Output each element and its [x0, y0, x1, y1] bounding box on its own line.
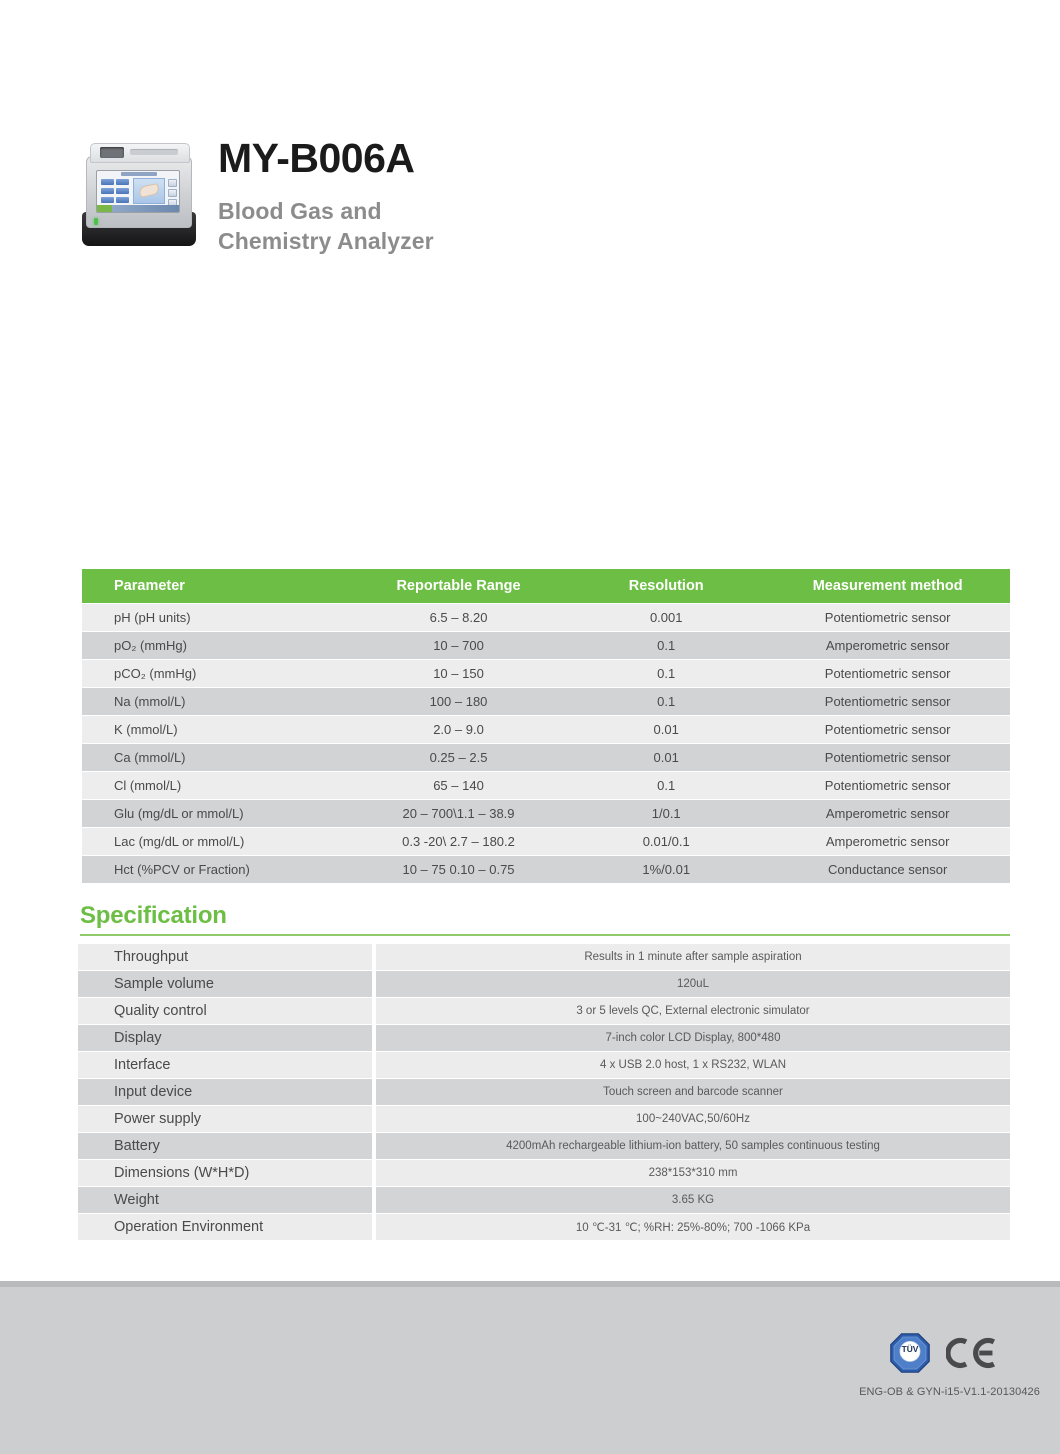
table-row	[82, 772, 1010, 799]
screen-button-5	[101, 197, 114, 203]
cell-parameter: pO₂ (mmHg)	[82, 632, 350, 659]
cell-range: 100 – 180	[350, 688, 567, 715]
device-power-led	[94, 218, 98, 225]
spec-row	[78, 1133, 1010, 1159]
cell-resolution: 0.01/0.1	[567, 828, 765, 855]
device-touchscreen	[96, 170, 180, 213]
spec-label: Interface	[78, 1052, 372, 1078]
cell-resolution: 0.01	[567, 716, 765, 743]
screen-side-button-1	[168, 179, 177, 187]
spec-label: Battery	[78, 1133, 372, 1159]
screen-side-button-2	[168, 189, 177, 197]
table-row	[82, 604, 1010, 631]
parameter-table-head	[82, 569, 1010, 603]
spec-row	[78, 971, 1010, 997]
cell-range: 2.0 – 9.0	[350, 716, 567, 743]
tuv-sud-icon	[890, 1333, 930, 1373]
table-row	[82, 828, 1010, 855]
cell-resolution: 0.1	[567, 772, 765, 799]
spec-label: Operation Environment	[78, 1214, 372, 1240]
screen-button-4	[116, 188, 129, 194]
spec-row	[78, 1106, 1010, 1132]
column-header-resolution: Resolution	[567, 569, 765, 603]
spec-value: 238*153*310 mm	[376, 1160, 1010, 1186]
cell-range: 20 – 700\1.1 – 38.9	[350, 800, 567, 827]
product-title-block	[218, 135, 434, 257]
spec-value: 7-inch color LCD Display, 800*480	[376, 1025, 1010, 1051]
cell-method: Amperometric sensor	[765, 828, 1010, 855]
product-header	[78, 135, 778, 263]
cell-parameter: Na (mmol/L)	[82, 688, 350, 715]
cell-method: Amperometric sensor	[765, 800, 1010, 827]
product-subtitle-line-1: Blood Gas and	[218, 198, 382, 224]
cell-resolution: 0.01	[567, 744, 765, 771]
cell-method: Potentiometric sensor	[765, 772, 1010, 799]
spec-value: Results in 1 minute after sample aspiration	[376, 944, 1010, 970]
cell-parameter: Ca (mmol/L)	[82, 744, 350, 771]
device-cartridge-slot	[100, 147, 124, 158]
cell-resolution: 0.1	[567, 632, 765, 659]
spec-row	[78, 998, 1010, 1024]
screen-title-bar	[121, 172, 157, 176]
screen-status-bar	[97, 205, 179, 212]
spec-label: Weight	[78, 1187, 372, 1213]
parameter-specification-table	[82, 568, 1010, 884]
table-row	[82, 744, 1010, 771]
specification-heading-rule	[80, 934, 1010, 936]
specification-table-body	[78, 944, 1010, 1240]
column-header-reportable-range: Reportable Range	[350, 569, 567, 603]
cell-resolution: 1/0.1	[567, 800, 765, 827]
cell-range: 0.25 – 2.5	[350, 744, 567, 771]
specification-table	[78, 943, 1010, 1241]
cell-range: 10 – 75 0.10 – 0.75	[350, 856, 567, 883]
svg-text:TÜV: TÜV	[901, 1344, 919, 1355]
spec-row	[78, 1052, 1010, 1078]
svg-text:SÜD: SÜD	[906, 1354, 914, 1359]
table-row	[82, 660, 1010, 687]
cell-resolution: 0.001	[567, 604, 765, 631]
spec-label: Dimensions (W*H*D)	[78, 1160, 372, 1186]
spec-value: 4200mAh rechargeable lithium-ion battery, 50 samples continuous testing	[376, 1133, 1010, 1159]
blood-gas-analyzer-device-image	[78, 140, 202, 254]
spec-label: Power supply	[78, 1106, 372, 1132]
cell-parameter: pH (pH units)	[82, 604, 350, 631]
spec-row	[78, 1187, 1010, 1213]
spec-label: Display	[78, 1025, 372, 1051]
column-header-parameter: Parameter	[82, 569, 350, 603]
screen-button-3	[101, 188, 114, 194]
spec-value: Touch screen and barcode scanner	[376, 1079, 1010, 1105]
spec-value: 3 or 5 levels QC, External electronic simulator	[376, 998, 1010, 1024]
spec-label: Input device	[78, 1079, 372, 1105]
cell-parameter: Glu (mg/dL or mmol/L)	[82, 800, 350, 827]
table-row	[82, 800, 1010, 827]
table-row	[82, 716, 1010, 743]
cell-method: Amperometric sensor	[765, 632, 1010, 659]
table-row	[82, 632, 1010, 659]
screen-button-1	[101, 179, 114, 185]
product-model-title: MY-B006A	[218, 135, 415, 181]
spec-value: 3.65 KG	[376, 1187, 1010, 1213]
table-row	[82, 688, 1010, 715]
cell-method: Potentiometric sensor	[765, 688, 1010, 715]
spec-row	[78, 944, 1010, 970]
cell-method: Potentiometric sensor	[765, 604, 1010, 631]
cell-method: Potentiometric sensor	[765, 660, 1010, 687]
spec-row	[78, 1160, 1010, 1186]
spec-row	[78, 1079, 1010, 1105]
cell-method: Conductance sensor	[765, 856, 1010, 883]
cell-method: Potentiometric sensor	[765, 744, 1010, 771]
footer-top-edge	[0, 1281, 1060, 1287]
spec-label: Sample volume	[78, 971, 372, 997]
screen-button-6	[116, 197, 129, 203]
spec-label: Quality control	[78, 998, 372, 1024]
screen-button-2	[116, 179, 129, 185]
spec-row	[78, 1025, 1010, 1051]
parameter-table-header-row	[82, 569, 1010, 603]
cell-range: 0.3 -20\ 2.7 – 180.2	[350, 828, 567, 855]
ce-mark-icon	[946, 1335, 998, 1371]
product-subtitle-line-2: Chemistry Analyzer	[218, 227, 434, 254]
spec-value: 10 ℃-31 ℃; %RH: 25%-80%; 700 -1066 KPa	[376, 1214, 1010, 1240]
document-code-text: ENG-OB & GYN-i15-V1.1-20130426	[859, 1386, 1040, 1398]
certification-marks	[890, 1333, 998, 1373]
spec-row	[78, 1214, 1010, 1240]
column-header-measurement-method: Measurement method	[765, 569, 1010, 603]
cell-range: 65 – 140	[350, 772, 567, 799]
cell-resolution: 1%/0.01	[567, 856, 765, 883]
cell-resolution: 0.1	[567, 688, 765, 715]
spec-value: 4 x USB 2.0 host, 1 x RS232, WLAN	[376, 1052, 1010, 1078]
cell-parameter: Cl (mmol/L)	[82, 772, 350, 799]
cell-range: 10 – 150	[350, 660, 567, 687]
cell-parameter: Hct (%PCV or Fraction)	[82, 856, 350, 883]
parameter-table-body	[82, 604, 1010, 883]
cell-resolution: 0.1	[567, 660, 765, 687]
cell-parameter: pCO₂ (mmHg)	[82, 660, 350, 687]
cell-method: Potentiometric sensor	[765, 716, 1010, 743]
cell-parameter: K (mmol/L)	[82, 716, 350, 743]
specification-section-heading: Specification	[80, 902, 227, 929]
device-top-vent	[130, 149, 178, 155]
footer-band	[0, 1281, 1060, 1454]
spec-value: 120uL	[376, 971, 1010, 997]
spec-value: 100~240VAC,50/60Hz	[376, 1106, 1010, 1132]
table-row	[82, 856, 1010, 883]
cell-range: 10 – 700	[350, 632, 567, 659]
cell-range: 6.5 – 8.20	[350, 604, 567, 631]
cell-parameter: Lac (mg/dL or mmol/L)	[82, 828, 350, 855]
spec-label: Throughput	[78, 944, 372, 970]
